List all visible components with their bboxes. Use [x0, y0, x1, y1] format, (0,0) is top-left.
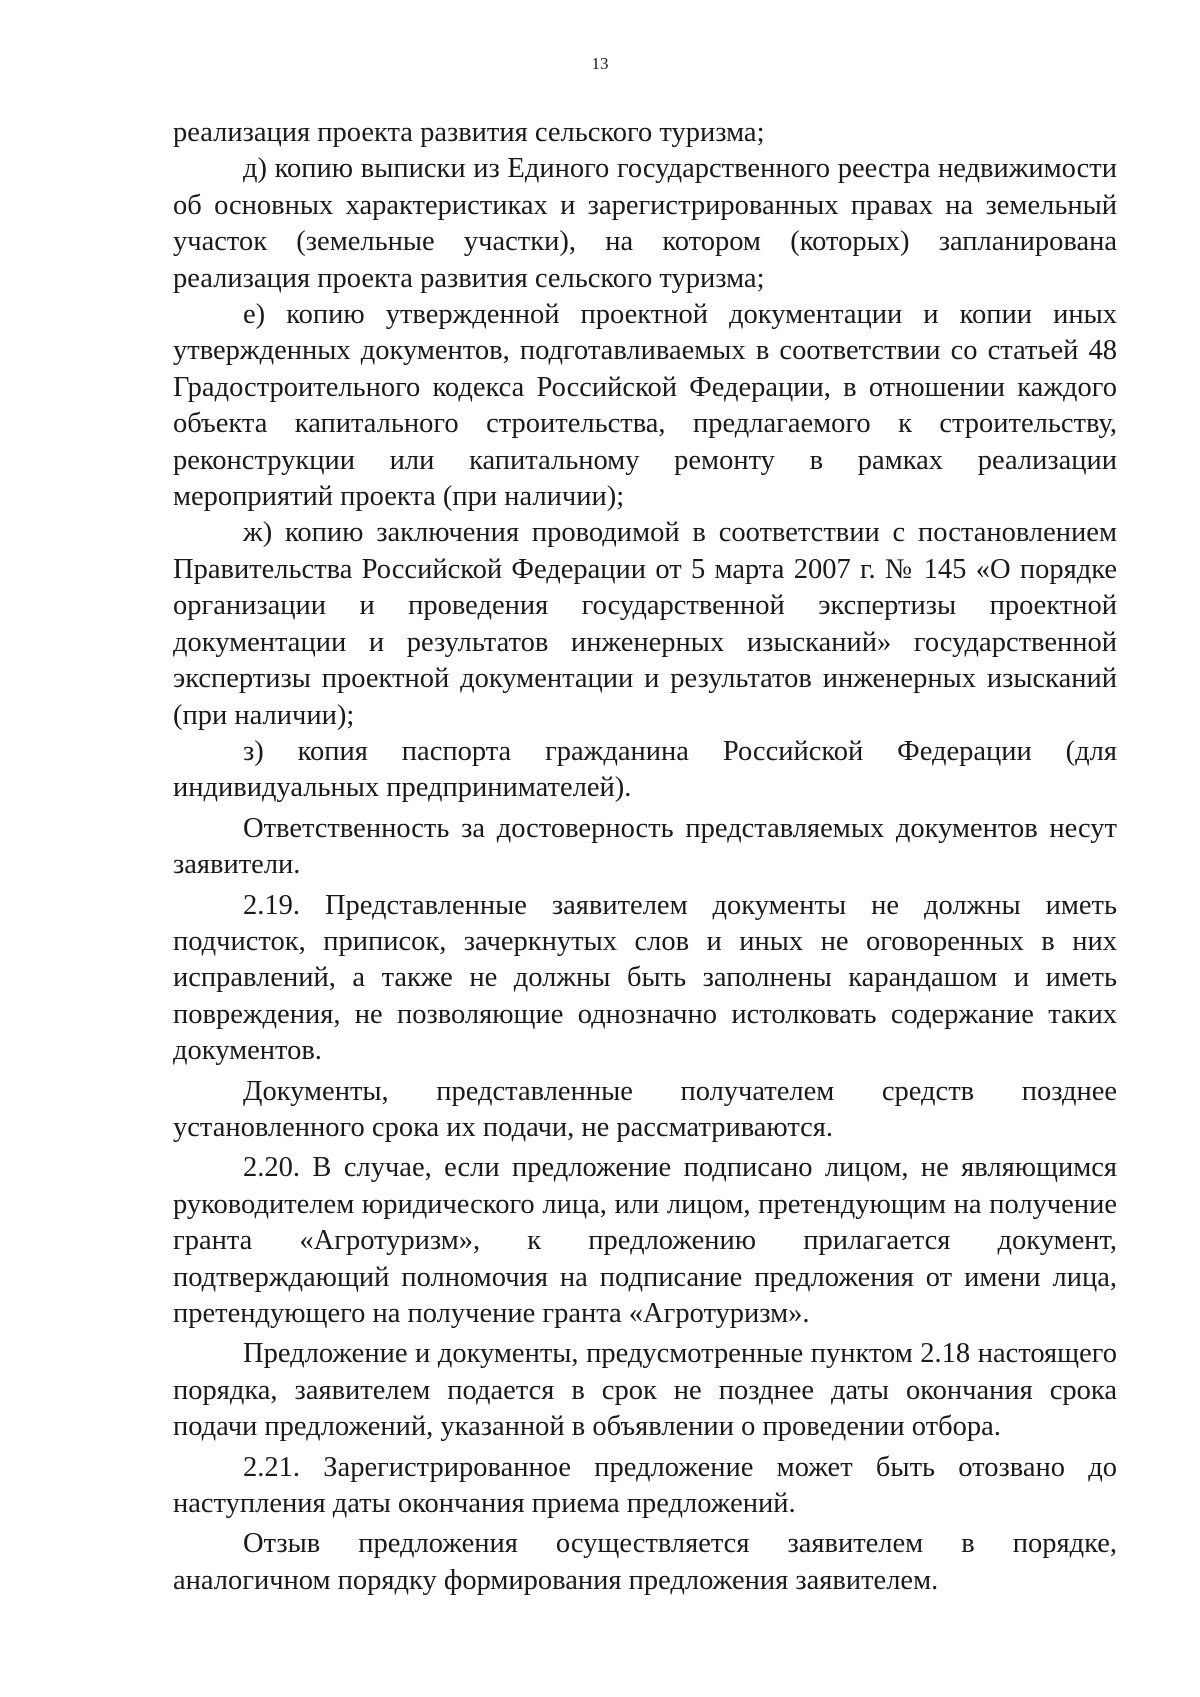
paragraph-item-zh: ж) копию заключения проводимой в соответствии с постановлением Правительства Российской Федерации от 5 марта 2007 г. № 145 «О порядке организации и проведения государственной экспертизы проектной документации и результатов инженерных изысканий» государственной экспертизы проектной документации и результатов инженерных изысканий (при наличии);: [173, 517, 1117, 731]
paragraph-withdrawal: Отзыв предложения осуществляется заявителем в порядке, аналогичном порядку формирования предложения заявителем.: [173, 1528, 1117, 1596]
paragraph-2-21: 2.21. Зарегистрированное предложение может быть отозвано до наступления даты окончания приема предложений.: [173, 1451, 1117, 1520]
paragraph-late-documents: Документы, представленные получателем средств позднее установленного срока их подачи, не рассматриваются.: [173, 1075, 1117, 1143]
paragraph-2-19: 2.19. Представленные заявителем документы не должны иметь подчисток, приписок, зачеркнутых слов и иных не оговоренных в них исправлений, а также не должны быть заполнены карандашом и иметь повреждения, не позволяющие однозначно истолковать содержание таких документов.: [173, 889, 1117, 1067]
paragraph-item-d: д) копию выписки из Единого государственного реестра недвижимости об основных характеристиках и зарегистрированных правах на земельный участок (земельные участки), на котором (которых) запланирована реализация проекта развития сельского туризма;: [173, 153, 1117, 294]
document-body: [173, 115, 1117, 1599]
paragraph-2-20: 2.20. В случае, если предложение подписано лицом, не являющимся руководителем юридического лица, или лицом, претендующим на получение гранта «Агротуризм», к предложению прилагается документ, подтверждающий полномочия на подписание предложения от имени лица, претендующего на получение гранта «Агротуризм».: [173, 1152, 1117, 1329]
paragraph-responsibility: Ответственность за достоверность представляемых документов несут заявители.: [173, 812, 1117, 881]
paragraph-item-e: е) копию утвержденной проектной документации и копии иных утвержденных документов, подготавливаемых в соответствии со статьей 48 Градостроительного кодекса Российской Федерации, в отношении каждого объекта капитального строительства, предлагаемого к строительству, реконструкции или капитальному ремонту в рамках реализации мероприятий проекта (при наличии);: [173, 299, 1117, 513]
paragraph-submission-deadline: Предложение и документы, предусмотренные пунктом 2.18 настоящего порядка, заявителем подается в срок не позднее даты окончания срока подачи предложений, указанной в объявлении о проведении отбора.: [173, 1338, 1117, 1443]
page-number: 13: [591, 54, 609, 73]
paragraph-continuation: реализация проекта развития сельского туризма;: [173, 117, 765, 148]
paragraph-item-z: з) копия паспорта гражданина Российской Федерации (для индивидуальных предпринимателей).: [173, 735, 1117, 804]
